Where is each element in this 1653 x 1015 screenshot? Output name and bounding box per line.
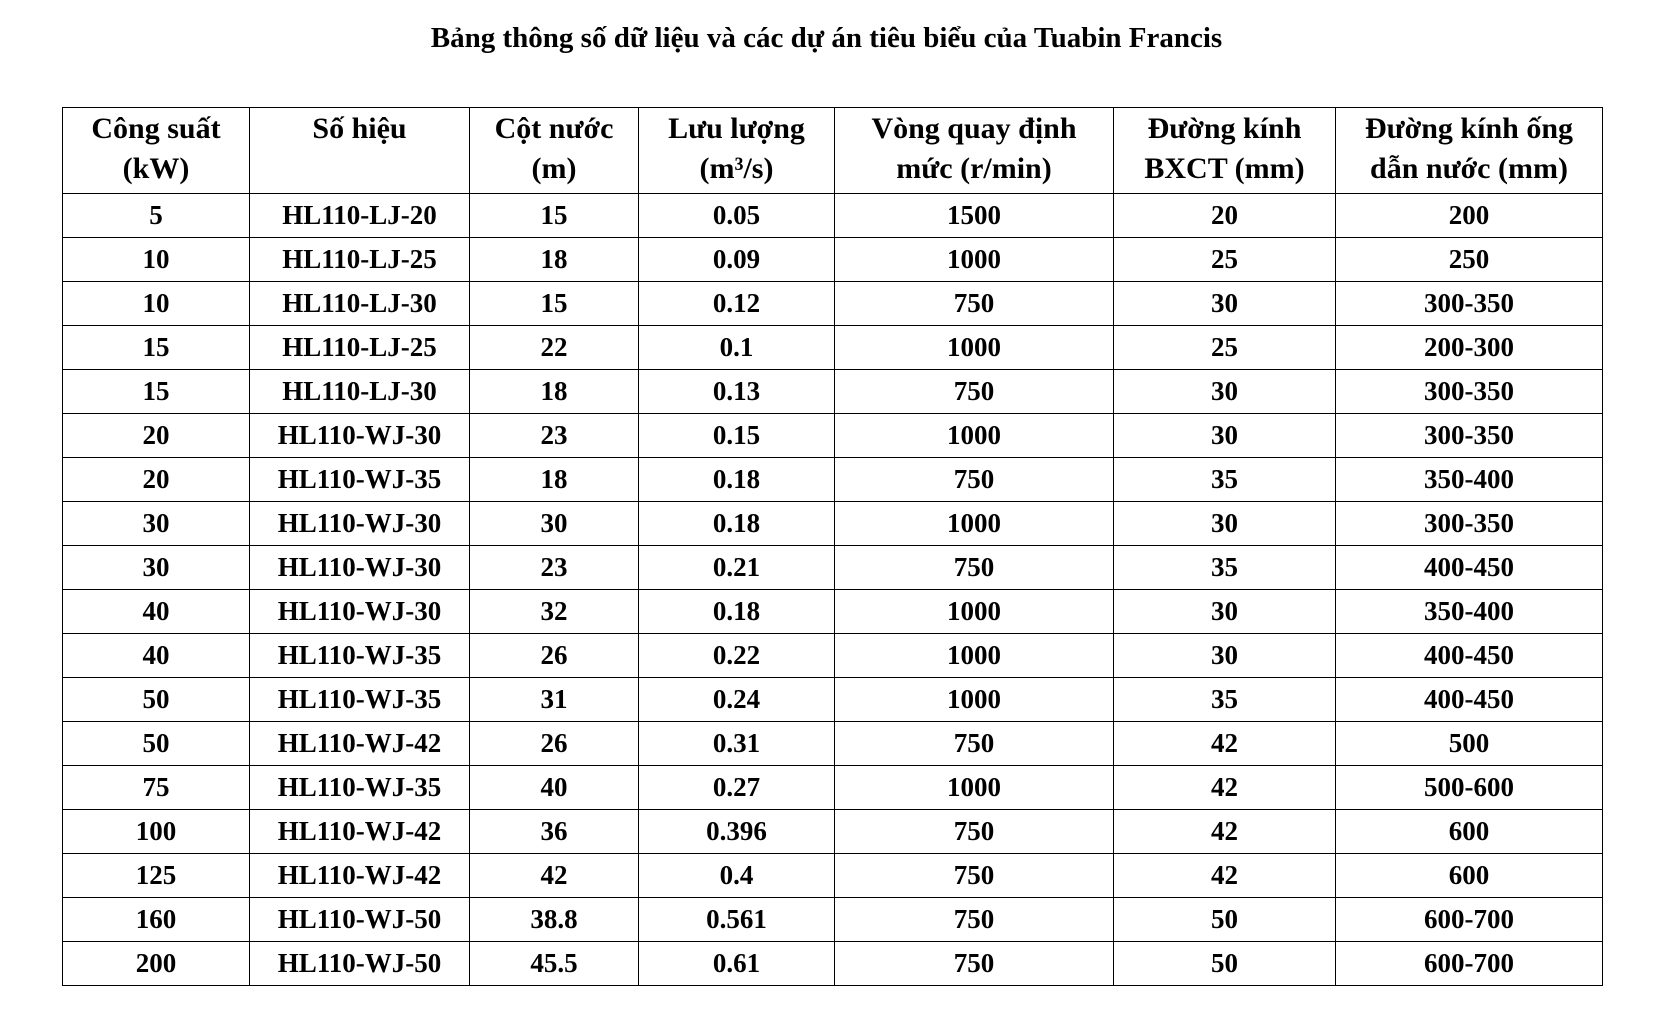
cell-flow: 0.18	[639, 458, 835, 502]
cell-speed: 750	[835, 810, 1114, 854]
cell-speed: 750	[835, 282, 1114, 326]
cell-power: 40	[63, 590, 250, 634]
table-row	[63, 326, 1603, 370]
cell-pipe-diameter: 350-400	[1336, 590, 1603, 634]
cell-pipe-diameter: 400-450	[1336, 678, 1603, 722]
column-header-line: Công suất	[91, 112, 221, 145]
cell-speed: 1000	[835, 502, 1114, 546]
cell-pipe-diameter: 500	[1336, 722, 1603, 766]
cell-flow: 0.13	[639, 370, 835, 414]
column-header-power	[63, 108, 250, 194]
table-header-row	[63, 108, 1603, 194]
cell-pipe-diameter: 400-450	[1336, 546, 1603, 590]
cell-runner-diameter: 35	[1114, 458, 1336, 502]
column-header-line: Đường kính	[1147, 112, 1302, 145]
cell-flow: 0.61	[639, 942, 835, 986]
cell-power: 15	[63, 370, 250, 414]
cell-flow: 0.27	[639, 766, 835, 810]
cell-head: 30	[470, 502, 639, 546]
table-row	[63, 942, 1603, 986]
cell-head: 18	[470, 370, 639, 414]
table-row	[63, 458, 1603, 502]
cell-speed: 750	[835, 854, 1114, 898]
cell-head: 23	[470, 546, 639, 590]
cell-flow: 0.12	[639, 282, 835, 326]
cell-pipe-diameter: 600-700	[1336, 942, 1603, 986]
cell-power: 30	[63, 502, 250, 546]
cell-flow: 0.561	[639, 898, 835, 942]
cell-model: HL110-WJ-30	[250, 546, 470, 590]
cell-head: 36	[470, 810, 639, 854]
cell-head: 45.5	[470, 942, 639, 986]
table-row	[63, 502, 1603, 546]
column-header-flow	[639, 108, 835, 194]
cell-flow: 0.09	[639, 238, 835, 282]
cell-runner-diameter: 42	[1114, 854, 1336, 898]
cell-model: HL110-WJ-30	[250, 502, 470, 546]
cell-power: 200	[63, 942, 250, 986]
cell-power: 40	[63, 634, 250, 678]
cell-head: 32	[470, 590, 639, 634]
cell-flow: 0.18	[639, 502, 835, 546]
cell-power: 10	[63, 282, 250, 326]
table-row	[63, 282, 1603, 326]
column-header-line: Cột nước	[494, 112, 614, 145]
cell-head: 18	[470, 238, 639, 282]
cell-speed: 750	[835, 370, 1114, 414]
table-row	[63, 678, 1603, 722]
cell-pipe-diameter: 300-350	[1336, 502, 1603, 546]
cell-head: 23	[470, 414, 639, 458]
cell-speed: 1000	[835, 590, 1114, 634]
turbine-spec-table	[62, 107, 1603, 986]
cell-pipe-diameter: 350-400	[1336, 458, 1603, 502]
column-header-line: mức (r/min)	[896, 152, 1052, 185]
cell-flow: 0.24	[639, 678, 835, 722]
cell-power: 50	[63, 722, 250, 766]
cell-runner-diameter: 30	[1114, 634, 1336, 678]
column-header-pipe-diameter	[1336, 108, 1603, 194]
cell-head: 38.8	[470, 898, 639, 942]
cell-model: HL110-LJ-25	[250, 238, 470, 282]
column-header-runner-diameter	[1114, 108, 1336, 194]
cell-runner-diameter: 30	[1114, 414, 1336, 458]
cell-runner-diameter: 30	[1114, 590, 1336, 634]
cell-speed: 1500	[835, 194, 1114, 238]
table-body	[63, 194, 1603, 986]
cell-runner-diameter: 20	[1114, 194, 1336, 238]
cell-speed: 1000	[835, 238, 1114, 282]
cell-model: HL110-LJ-30	[250, 370, 470, 414]
table-row	[63, 722, 1603, 766]
column-header-speed	[835, 108, 1114, 194]
cell-power: 10	[63, 238, 250, 282]
cell-pipe-diameter: 500-600	[1336, 766, 1603, 810]
cell-model: HL110-WJ-42	[250, 854, 470, 898]
cell-head: 26	[470, 634, 639, 678]
table-row	[63, 238, 1603, 282]
cell-runner-diameter: 42	[1114, 766, 1336, 810]
table-row	[63, 854, 1603, 898]
column-header-line: Số hiệu	[312, 112, 407, 145]
table-row	[63, 634, 1603, 678]
cell-speed: 750	[835, 546, 1114, 590]
column-header-line: BXCT (mm)	[1144, 152, 1305, 185]
cell-model: HL110-WJ-35	[250, 634, 470, 678]
cell-model: HL110-WJ-35	[250, 458, 470, 502]
cell-model: HL110-WJ-50	[250, 942, 470, 986]
cell-speed: 750	[835, 722, 1114, 766]
cell-speed: 750	[835, 898, 1114, 942]
cell-power: 20	[63, 414, 250, 458]
cell-pipe-diameter: 600	[1336, 810, 1603, 854]
column-header-line: Đường kính ống	[1364, 112, 1574, 145]
cell-flow: 0.18	[639, 590, 835, 634]
cell-runner-diameter: 50	[1114, 898, 1336, 942]
table-row	[63, 546, 1603, 590]
cell-pipe-diameter: 300-350	[1336, 282, 1603, 326]
cell-model: HL110-WJ-42	[250, 722, 470, 766]
column-header-head	[470, 108, 639, 194]
cell-model: HL110-WJ-35	[250, 766, 470, 810]
cell-runner-diameter: 42	[1114, 810, 1336, 854]
cell-power: 30	[63, 546, 250, 590]
cell-flow: 0.396	[639, 810, 835, 854]
table-row	[63, 898, 1603, 942]
cell-model: HL110-WJ-30	[250, 590, 470, 634]
document-title: Bảng thông số dữ liệu và các dự án tiêu biểu của Tuabin Francis	[430, 22, 1223, 54]
cell-head: 42	[470, 854, 639, 898]
cell-power: 100	[63, 810, 250, 854]
cell-pipe-diameter: 600-700	[1336, 898, 1603, 942]
cell-pipe-diameter: 600	[1336, 854, 1603, 898]
cell-head: 22	[470, 326, 639, 370]
column-header-line: (m³/s)	[699, 152, 774, 185]
column-header-line: Vòng quay định	[871, 112, 1077, 145]
cell-speed: 750	[835, 942, 1114, 986]
column-header-line: (m)	[531, 152, 577, 185]
cell-speed: 1000	[835, 326, 1114, 370]
cell-flow: 0.31	[639, 722, 835, 766]
cell-head: 15	[470, 282, 639, 326]
cell-model: HL110-WJ-35	[250, 678, 470, 722]
cell-model: HL110-LJ-25	[250, 326, 470, 370]
cell-speed: 1000	[835, 634, 1114, 678]
cell-flow: 0.4	[639, 854, 835, 898]
cell-runner-diameter: 30	[1114, 370, 1336, 414]
cell-speed: 1000	[835, 414, 1114, 458]
cell-pipe-diameter: 200-300	[1336, 326, 1603, 370]
column-header-model	[250, 108, 470, 194]
cell-power: 15	[63, 326, 250, 370]
cell-flow: 0.15	[639, 414, 835, 458]
table-row	[63, 810, 1603, 854]
cell-runner-diameter: 35	[1114, 678, 1336, 722]
cell-pipe-diameter: 300-350	[1336, 370, 1603, 414]
cell-pipe-diameter: 300-350	[1336, 414, 1603, 458]
cell-pipe-diameter: 200	[1336, 194, 1603, 238]
cell-power: 160	[63, 898, 250, 942]
cell-pipe-diameter: 400-450	[1336, 634, 1603, 678]
cell-pipe-diameter: 250	[1336, 238, 1603, 282]
cell-model: HL110-LJ-20	[250, 194, 470, 238]
column-header-line: (kW)	[122, 152, 190, 185]
table-row	[63, 766, 1603, 810]
cell-power: 50	[63, 678, 250, 722]
cell-model: HL110-WJ-50	[250, 898, 470, 942]
cell-speed: 1000	[835, 766, 1114, 810]
cell-model: HL110-WJ-30	[250, 414, 470, 458]
cell-head: 26	[470, 722, 639, 766]
table-row	[63, 194, 1603, 238]
cell-flow: 0.22	[639, 634, 835, 678]
cell-head: 31	[470, 678, 639, 722]
cell-head: 18	[470, 458, 639, 502]
cell-runner-diameter: 42	[1114, 722, 1336, 766]
cell-power: 20	[63, 458, 250, 502]
cell-power: 5	[63, 194, 250, 238]
column-header-line: dẫn nước (mm)	[1370, 152, 1568, 185]
cell-speed: 750	[835, 458, 1114, 502]
cell-speed: 1000	[835, 678, 1114, 722]
cell-runner-diameter: 25	[1114, 238, 1336, 282]
cell-power: 75	[63, 766, 250, 810]
table-row	[63, 590, 1603, 634]
cell-head: 15	[470, 194, 639, 238]
table-row	[63, 370, 1603, 414]
cell-flow: 0.21	[639, 546, 835, 590]
cell-model: HL110-LJ-30	[250, 282, 470, 326]
table-row	[63, 414, 1603, 458]
column-header-line: Lưu lượng	[668, 112, 805, 145]
cell-runner-diameter: 30	[1114, 282, 1336, 326]
cell-head: 40	[470, 766, 639, 810]
cell-flow: 0.05	[639, 194, 835, 238]
cell-runner-diameter: 50	[1114, 942, 1336, 986]
cell-power: 125	[63, 854, 250, 898]
cell-runner-diameter: 35	[1114, 546, 1336, 590]
cell-model: HL110-WJ-42	[250, 810, 470, 854]
cell-runner-diameter: 25	[1114, 326, 1336, 370]
cell-runner-diameter: 30	[1114, 502, 1336, 546]
cell-flow: 0.1	[639, 326, 835, 370]
